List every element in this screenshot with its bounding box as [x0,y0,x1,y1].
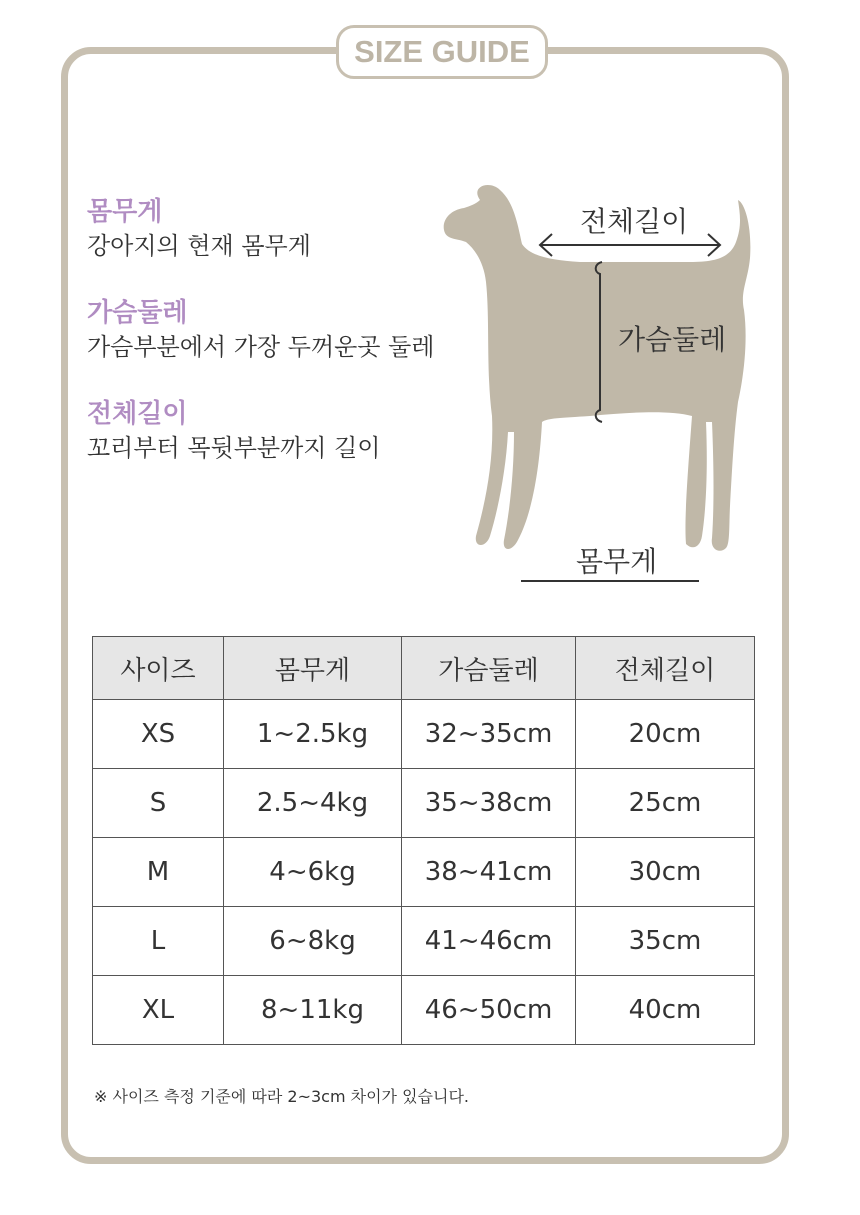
table-cell: 35~38cm [402,769,576,838]
definition-chest [87,296,434,364]
table-cell: 38~41cm [402,838,576,907]
weight-underline [521,580,699,582]
table-header-cell: 가슴둘레 [402,637,576,700]
table-cell: 25cm [576,769,755,838]
table-row [93,700,755,769]
table-cell: 1~2.5kg [224,700,402,769]
table-cell: 40cm [576,976,755,1045]
size-guide-title: SIZE GUIDE [336,25,548,79]
weight-label: 몸무게 [576,545,658,578]
table-cell: 32~35cm [402,700,576,769]
table-row [93,907,755,976]
table-header-row [93,637,755,700]
table-cell: S [93,769,224,838]
table-header-cell: 몸무게 [224,637,402,700]
length-label: 전체길이 [580,205,689,238]
table-cell: XS [93,700,224,769]
definition-term: 전체길이 [87,399,188,429]
size-table [92,636,755,1045]
table-cell: M [93,838,224,907]
definition-desc: 가슴부분에서 가장 두꺼운곳 둘레 [87,333,435,361]
definition-term: 가슴둘레 [87,298,188,328]
table-cell: 30cm [576,838,755,907]
table-cell: XL [93,976,224,1045]
table-cell: 4~6kg [224,838,402,907]
table-row [93,769,755,838]
table-header-cell: 사이즈 [93,637,224,700]
table-cell: 6~8kg [224,907,402,976]
chest-label: 가슴둘레 [618,323,727,356]
table-header-cell: 전체길이 [576,637,755,700]
definition-term: 몸무게 [87,197,163,227]
table-cell: 8~11kg [224,976,402,1045]
table-cell: L [93,907,224,976]
table-cell: 41~46cm [402,907,576,976]
definitions-list [87,195,434,498]
table-cell: 2.5~4kg [224,769,402,838]
table-row [93,976,755,1045]
definition-weight [87,195,434,263]
table-cell: 20cm [576,700,755,769]
definition-desc: 강아지의 현재 몸무게 [87,232,311,260]
definition-length [87,397,434,465]
table-row [93,838,755,907]
table-cell: 46~50cm [402,976,576,1045]
table-cell: 35cm [576,907,755,976]
definition-desc: 꼬리부터 목뒷부분까지 길이 [87,434,381,462]
footnote: ※ 사이즈 측정 기준에 따라 2~3cm 차이가 있습니다. [94,1087,469,1106]
